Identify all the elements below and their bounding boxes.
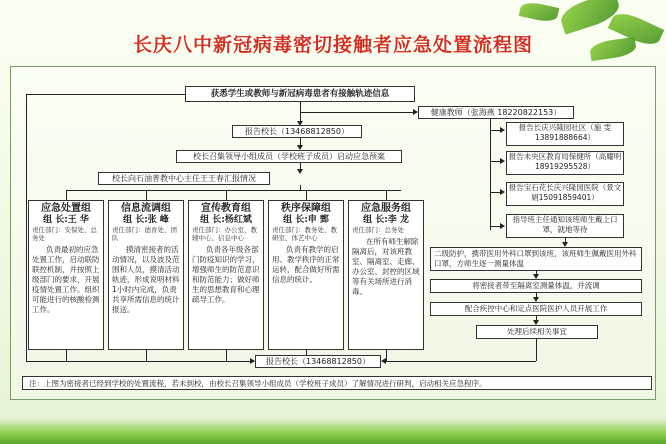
panel-duty: 责任部门：教务处、教研室、体艺中心 — [272, 226, 337, 242]
connector — [300, 185, 301, 191]
connector — [26, 361, 254, 362]
connector — [26, 94, 27, 362]
panel-duty: 责任部门：总务处 — [352, 226, 404, 234]
panel-title: 应急服务组 — [361, 203, 411, 214]
panel-publicity — [188, 200, 264, 350]
protection-box: 二级防护，携带医用外科口罩到该班，该班师生佩戴医用外科口罩，方师生逐一测量体温 — [430, 247, 642, 271]
connector — [386, 190, 387, 200]
notify-class-box: 指导班主任通知该班师生戴上口罩，就地等待 — [506, 214, 624, 238]
isolate-box: 将密接者带至隔离室测量体温，并流调 — [430, 279, 642, 293]
panel-leader: 组 长:王 华 — [43, 215, 89, 225]
arrow — [297, 169, 303, 174]
report-principal-final-box: 报告校长（13468812850） — [255, 355, 381, 368]
panel-title: 秩序保障组 — [281, 203, 331, 214]
panel-duty: 责任部门：办公室、教辅中心、信息中心 — [192, 226, 257, 242]
grass-decoration — [0, 418, 666, 444]
discover-box: 获悉学生或教师与新冠病毒患者有接触轨迹信息 — [185, 86, 415, 102]
report-education-bureau-box: 报告未央区教育局保健所（高耀明18919295528） — [506, 151, 624, 175]
cooperate-box: 配合疾控中心和定点医院医护人员开展工作 — [430, 302, 642, 316]
report-community-box: 报告长庆兴隆园社区（施 雯 13891888664） — [506, 122, 624, 146]
connector — [66, 190, 401, 191]
connector — [306, 190, 307, 200]
followup-box: 处理后续相关事宜 — [476, 325, 598, 339]
leaf-decoration — [519, 0, 559, 24]
arrow — [381, 358, 386, 364]
health-teacher-box: 健康教师（张海燕 18220822153） — [418, 106, 574, 119]
arrow — [500, 223, 505, 229]
panel-duty: 责任部门：德育处、团队 — [112, 226, 177, 242]
panel-emergency-service — [348, 200, 424, 350]
arrow — [500, 189, 505, 195]
poster-title: 长庆八中新冠病毒密切接触者应急处置流程图 — [132, 34, 533, 56]
connector — [300, 112, 416, 113]
panel-info-tracing — [108, 200, 184, 350]
connector — [226, 350, 227, 361]
connector — [66, 350, 67, 361]
panel-title: 信息流调组 — [121, 203, 171, 214]
arrow — [500, 158, 505, 164]
panel-leader: 组 长:张 峰 — [123, 215, 169, 225]
connector — [66, 190, 67, 200]
panel-leader: 组 长:杨红斌 — [200, 215, 252, 225]
panel-title: 应急处置组 — [41, 203, 91, 214]
panel-title: 宣传教育组 — [201, 203, 251, 214]
connector — [386, 350, 387, 361]
connector — [536, 339, 537, 361]
panel-emergency-handling — [28, 200, 104, 350]
report-principal-box: 报告校长（13468812850） — [232, 125, 362, 138]
panel-duty: 责任部门：安保处、总务处 — [32, 226, 97, 242]
panel-body: 摸清密接者的活动情况，以及波及范围和人员，摸清活动轨迹，形成说明材料1小时内完成，负责共享所需信息的统计报送。 — [112, 245, 180, 314]
connector — [226, 190, 227, 200]
connector — [26, 94, 185, 95]
convene-box: 校长召集领导小组成员（学校班子成员）启动应急预案 — [176, 150, 402, 163]
panel-body: 负责有教学的启用、教学秩序的正常运转，配合做好所需信息的统计。 — [272, 245, 340, 284]
panel-leader: 组 长:申 鄄 — [283, 215, 329, 225]
connector — [490, 119, 491, 230]
connector — [386, 361, 536, 362]
panel-order-support — [268, 200, 344, 350]
connector — [146, 190, 147, 200]
panel-leader: 组 长:李 龙 — [363, 215, 409, 225]
footnote: 注：上图为密接者已经到学校的处置流程，若未到校，由校长召集领导小组成员（学校班子成员）了解情况进行研判，启动相关应急程序。 — [22, 376, 652, 390]
panel-body: 负责最初的应急处置工作，启动联防联控机制，并按照上级部门的要求，开展疫情处置工作。组织可能进行的核酸检测工作。 — [32, 245, 100, 314]
panel-body: 负责各年级各部门防疫知识的学习，增强师生的防范意识和防范能力；做好师生的思想教育和心理疏导工作。 — [192, 245, 260, 304]
panel-body: 在所有师生解除隔离后，对该班教室、隔离室、走廊、办公室、封控的区域等有关场所进行消毒。 — [352, 237, 420, 296]
report-center-box: 校长向石油普教中心主任王王春汇报情况 — [98, 172, 270, 185]
report-hospital-box: 报告宝石花长庆兴隆园医院（景文娟15091859401） — [506, 182, 624, 206]
arrow — [500, 127, 505, 133]
connector — [146, 350, 147, 361]
